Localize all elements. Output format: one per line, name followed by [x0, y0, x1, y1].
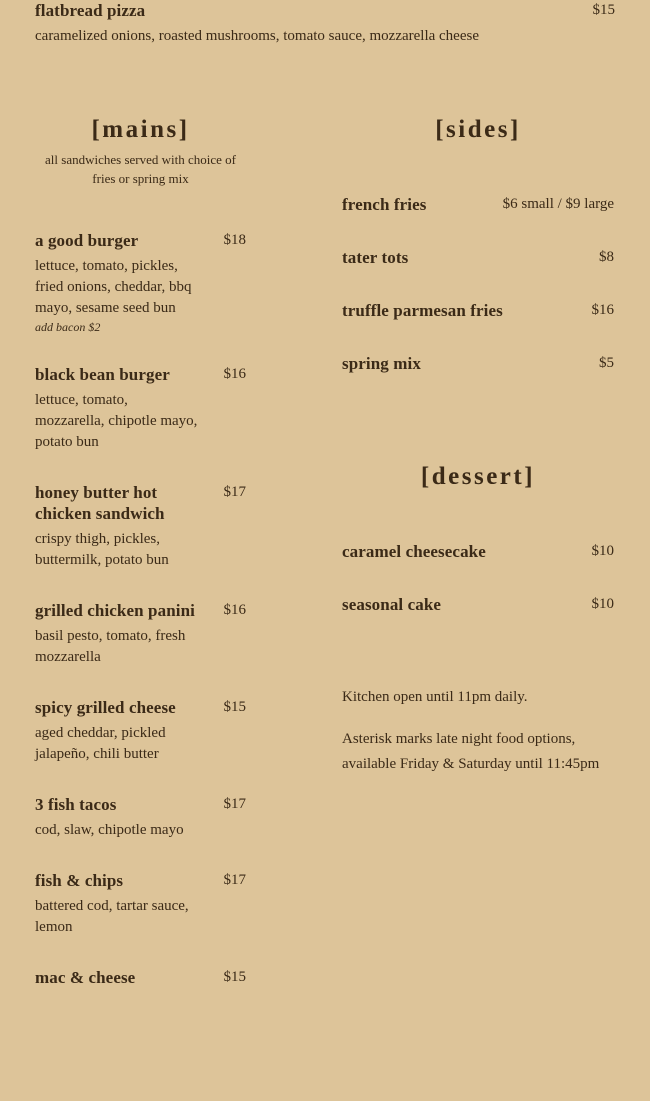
item-description: crispy thigh, pickles, buttermilk, potato bun	[35, 531, 169, 568]
item-name: spring mix	[342, 354, 421, 373]
item-name: spicy grilled cheese	[35, 698, 176, 717]
item-name: truffle parmesan fries	[342, 301, 503, 320]
section-title-mains: [mains]	[91, 116, 190, 143]
section-subtitle-mains: all sandwiches served with choice of fries or spring mix	[45, 152, 236, 186]
item-description: lettuce, tomato, pickles, fried onions, cheddar, bbq mayo, sesame seed bun	[35, 258, 192, 316]
item-price: $17	[223, 796, 246, 812]
item-price: $16	[223, 602, 246, 618]
item-name: caramel cheesecake	[342, 542, 486, 561]
item-price: $17	[223, 872, 246, 888]
menu-item	[342, 594, 614, 615]
menu-item	[342, 300, 614, 321]
item-name: seasonal cake	[342, 595, 442, 614]
item-name: black bean burger	[35, 365, 170, 384]
item-price: $8	[599, 249, 614, 265]
menu-item	[342, 194, 614, 215]
item-price: $5	[599, 355, 614, 371]
menu-item	[342, 541, 614, 562]
item-name: tater tots	[342, 248, 409, 267]
menu-item	[35, 794, 246, 841]
item-name: flatbread pizza	[35, 1, 146, 20]
item-price: $15	[223, 969, 246, 985]
item-name: a good burger	[35, 231, 139, 250]
menu-item	[35, 364, 246, 453]
menu-item	[35, 967, 246, 988]
kitchen-hours-note: Kitchen open until 11pm daily.	[342, 689, 528, 705]
item-description: caramelized onions, roasted mushrooms, tomato sauce, mozzarella cheese	[35, 28, 479, 44]
item-name: french fries	[342, 195, 427, 214]
menu-item	[35, 230, 246, 335]
mains-list	[35, 230, 246, 988]
item-price: $6 small / $9 large	[502, 196, 614, 212]
menu-item	[342, 247, 614, 268]
dessert-list	[342, 541, 614, 615]
kitchen-notes	[342, 685, 622, 777]
sides-list	[342, 194, 614, 374]
item-description: cod, slaw, chipotle mayo	[35, 822, 184, 838]
item-name: grilled chicken panini	[35, 601, 195, 620]
item-name: fish & chips	[35, 871, 124, 890]
item-name: 3 fish tacos	[35, 795, 117, 814]
item-price: $10	[591, 596, 614, 612]
section-title-dessert: [dessert]	[420, 463, 536, 490]
section-title-sides: [sides]	[435, 116, 521, 143]
late-night-note: Asterisk marks late night food options, available Friday & Saturday until 11:45pm	[342, 731, 600, 772]
dessert-section	[342, 461, 614, 615]
mains-section	[35, 114, 246, 988]
item-price: $15	[223, 699, 246, 715]
item-price: $15	[592, 2, 615, 18]
item-description: lettuce, tomato, mozzarella, chipotle mayo, potato bun	[35, 392, 198, 450]
item-price: $10	[591, 543, 614, 559]
sides-section	[342, 114, 614, 374]
item-price: $16	[223, 366, 246, 382]
item-name: mac & cheese	[35, 968, 136, 987]
menu-item	[35, 600, 246, 668]
item-addon-note: add bacon $2	[35, 320, 101, 334]
item-description: aged cheddar, pickled jalapeño, chili butter	[35, 725, 166, 762]
item-description: basil pesto, tomato, fresh mozzarella	[35, 628, 186, 665]
menu-item	[342, 353, 614, 374]
item-price: $16	[591, 302, 614, 318]
menu-item-flatbread-pizza	[35, 0, 615, 47]
item-price: $17	[223, 484, 246, 500]
menu-item	[35, 697, 246, 765]
item-name: honey butter hot chicken sandwich	[35, 483, 165, 523]
item-description: battered cod, tartar sauce, lemon	[35, 898, 189, 935]
menu-item	[35, 482, 246, 571]
menu-item	[35, 870, 246, 938]
item-price: $18	[223, 232, 246, 248]
